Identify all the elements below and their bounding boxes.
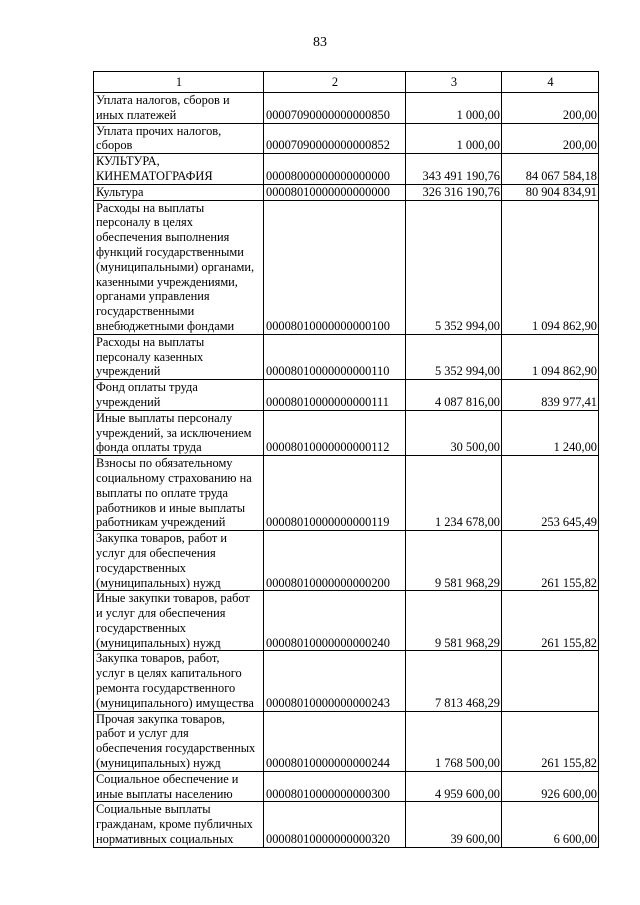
row-value-col4 (502, 651, 599, 711)
row-value-col4: 1 240,00 (502, 410, 599, 455)
row-value-col4: 261 155,82 (502, 711, 599, 771)
table-row (94, 591, 599, 651)
row-code-cell: 00008010000000000244 (264, 711, 406, 771)
row-value-col3: 1 000,00 (406, 93, 502, 124)
table-row (94, 802, 599, 847)
row-name-cell: Расходы на выплаты персоналу в целях обеспечения выполнения функций государственными (муниципальными) органами, казенными учреждениями, органами управления государственными внебюджетными фондами (94, 200, 264, 334)
row-code-cell: 00008010000000000110 (264, 334, 406, 379)
row-value-col4: 80 904 834,91 (502, 184, 599, 200)
row-name-cell: Иные выплаты персоналу учреждений, за исключением фонда оплаты труда (94, 410, 264, 455)
row-value-col4: 200,00 (502, 93, 599, 124)
header-cell-3: 3 (406, 72, 502, 93)
table-row (94, 334, 599, 379)
table-row (94, 456, 599, 531)
row-value-col3: 343 491 190,76 (406, 154, 502, 185)
row-value-col4: 839 977,41 (502, 380, 599, 411)
row-code-cell: 00008010000000000100 (264, 200, 406, 334)
row-code-cell: 00008010000000000119 (264, 456, 406, 531)
table-row (94, 154, 599, 185)
table-header-row (94, 72, 599, 93)
budget-table (93, 71, 599, 848)
row-name-cell: Взносы по обязательному социальному страхованию на выплаты по оплате труда работников и иные выплаты работникам учреждений (94, 456, 264, 531)
row-value-col4: 261 155,82 (502, 531, 599, 591)
row-code-cell: 00008010000000000112 (264, 410, 406, 455)
table-row (94, 531, 599, 591)
header-cell-4: 4 (502, 72, 599, 93)
table-row (94, 771, 599, 802)
row-value-col3: 4 959 600,00 (406, 771, 502, 802)
row-value-col3: 1 768 500,00 (406, 711, 502, 771)
row-value-col3: 5 352 994,00 (406, 334, 502, 379)
row-value-col3: 326 316 190,76 (406, 184, 502, 200)
row-name-cell: Фонд оплаты труда учреждений (94, 380, 264, 411)
row-value-col3: 4 087 816,00 (406, 380, 502, 411)
header-cell-2: 2 (264, 72, 406, 93)
row-value-col4: 253 645,49 (502, 456, 599, 531)
table-row (94, 711, 599, 771)
row-code-cell: 00008010000000000243 (264, 651, 406, 711)
row-code-cell: 00008010000000000000 (264, 184, 406, 200)
row-value-col4: 261 155,82 (502, 591, 599, 651)
row-name-cell: Расходы на выплаты персоналу казенных учреждений (94, 334, 264, 379)
row-name-cell: Прочая закупка товаров, работ и услуг для обеспечения государственных (муниципальных) нужд (94, 711, 264, 771)
row-value-col3: 30 500,00 (406, 410, 502, 455)
row-value-col3: 9 581 968,29 (406, 531, 502, 591)
header-cell-1: 1 (94, 72, 264, 93)
row-name-cell: Культура (94, 184, 264, 200)
row-name-cell: Уплата прочих налогов, сборов (94, 123, 264, 154)
table-row (94, 123, 599, 154)
table-row (94, 93, 599, 124)
row-value-col3: 39 600,00 (406, 802, 502, 847)
table-row (94, 200, 599, 334)
row-name-cell: КУЛЬТУРА, КИНЕМАТОГРАФИЯ (94, 154, 264, 185)
page-number: 83 (313, 35, 327, 50)
row-name-cell: Иные закупки товаров, работ и услуг для обеспечения государственных (муниципальных) нужд (94, 591, 264, 651)
row-code-cell: 00008000000000000000 (264, 154, 406, 185)
row-value-col4: 6 600,00 (502, 802, 599, 847)
row-value-col4: 84 067 584,18 (502, 154, 599, 185)
row-code-cell: 00007090000000000850 (264, 93, 406, 124)
row-name-cell: Социальные выплаты гражданам, кроме публичных нормативных социальных (94, 802, 264, 847)
row-name-cell: Закупка товаров, работ, услуг в целях капитального ремонта государственного (муниципального) имущества (94, 651, 264, 711)
row-code-cell: 00008010000000000111 (264, 380, 406, 411)
row-code-cell: 00007090000000000852 (264, 123, 406, 154)
row-value-col4: 1 094 862,90 (502, 334, 599, 379)
table-row (94, 184, 599, 200)
row-value-col3: 1 234 678,00 (406, 456, 502, 531)
row-name-cell: Уплата налогов, сборов и иных платежей (94, 93, 264, 124)
row-value-col3: 5 352 994,00 (406, 200, 502, 334)
row-code-cell: 00008010000000000320 (264, 802, 406, 847)
row-name-cell: Социальное обеспечение и иные выплаты населению (94, 771, 264, 802)
row-name-cell: Закупка товаров, работ и услуг для обеспечения государственных (муниципальных) нужд (94, 531, 264, 591)
row-value-col3: 1 000,00 (406, 123, 502, 154)
row-value-col4: 1 094 862,90 (502, 200, 599, 334)
row-value-col3: 7 813 468,29 (406, 651, 502, 711)
table-row (94, 651, 599, 711)
row-code-cell: 00008010000000000300 (264, 771, 406, 802)
table-row (94, 380, 599, 411)
row-value-col3: 9 581 968,29 (406, 591, 502, 651)
row-code-cell: 00008010000000000200 (264, 531, 406, 591)
row-value-col4: 926 600,00 (502, 771, 599, 802)
row-value-col4: 200,00 (502, 123, 599, 154)
table-row (94, 410, 599, 455)
row-code-cell: 00008010000000000240 (264, 591, 406, 651)
